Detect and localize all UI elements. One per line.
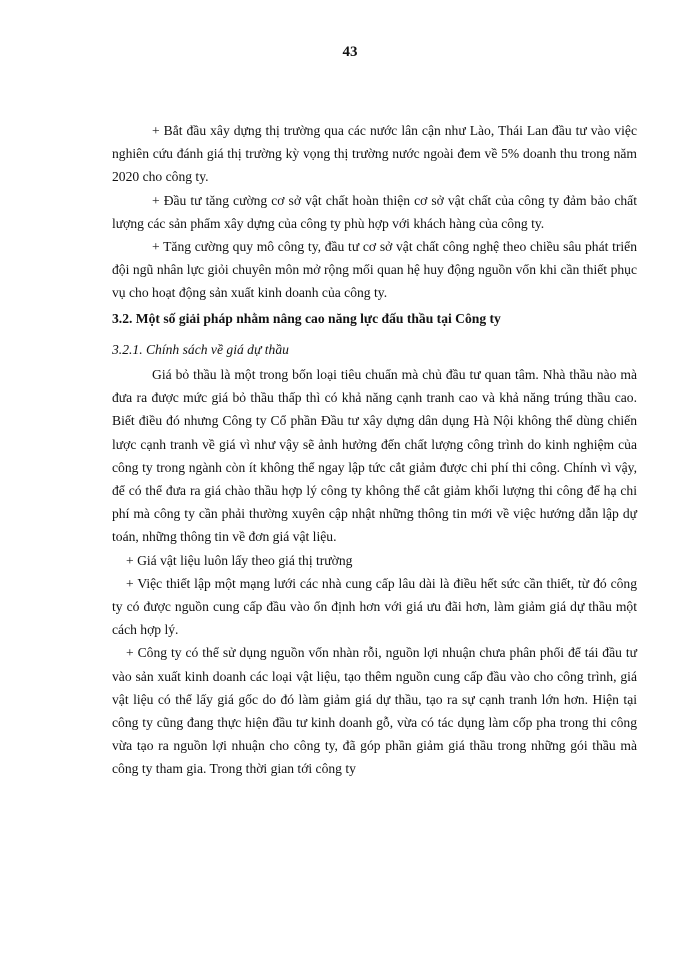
paragraph-reinvestment: + Công ty có thể sử dụng nguồn vốn nhàn rỗi, nguồn lợi nhuận chưa phân phối để tái đầu tư vào sản xuất kinh doanh các loại vật liệu, tạo thêm nguồn cung cấp đầu vào cho công trình, giá vật liệu có thể lấy giá gốc do đó làm giảm giá dự thầu, tạo ra sự cạnh tranh lớn hơn. Hiện tại công ty cũng đang thực hiện đầu tư kinh doanh gỗ, vừa có tác dụng làm cốp pha trong thi công vừa tạo ra nguồn lợi nhuận cho công ty, đã góp phần giảm giá thầu trong những gói thầu mà công ty tham gia. Trong thời gian tới công ty xyxy=(112,645,637,777)
subsection-heading: 3.2.1. Chính sách về giá dự thầu xyxy=(112,341,289,357)
paragraph-market-expansion: + Bắt đầu xây dựng thị trường qua các nước lân cận như Lào, Thái Lan đầu tư vào việc nghiên cứu đánh giá thị trường kỳ vọng thị trường nước ngoài đem về 5% doanh thu trong năm 2020 cho công ty. xyxy=(112,123,637,185)
paragraph-scale-growth: + Tăng cường quy mô công ty, đầu tư cơ sở vật chất công nghệ theo chiều sâu phát triển đội ngũ nhân lực giỏi chuyên môn mở rộng mối quan hệ huy động nguồn vốn khi cần thiết phục vụ cho hoạt động sản xuất kinh doanh của công ty. xyxy=(112,239,637,301)
paragraph-bid-price-policy: Giá bỏ thầu là một trong bốn loại tiêu chuẩn mà chủ đầu tư quan tâm. Nhà thầu nào mà đưa ra được mức giá bỏ thầu thấp thì có khả năng cạnh tranh cao và khả năng trúng thầu cao. Biết điều đó nhưng Công ty Cổ phần Đầu tư xây dựng dân dụng Hà Nội không thể dùng chiến lược cạnh tranh về giá vì như vậy sẽ ảnh hưởng đến chất lượng công trình do kinh nghiệm của công ty trong ngành còn ít không thể ngay lập tức cắt giảm được chi phí thi công. Chính vì vậy, để có thể đưa ra giá chào thầu hợp lý công ty không thể cắt giảm khối lượng thi công để hạ chi phí mà công ty cần phải thường xuyên cập nhật những thông tin mới về việc hướng dẫn lập dự toán, những thông tin về đơn giá vật liệu. xyxy=(112,367,637,545)
page-number: 43 xyxy=(342,44,358,60)
section-heading: 3.2. Một số giải pháp nhằm nâng cao năng lực đấu thầu tại Công ty xyxy=(112,310,501,326)
paragraph-material-price: + Giá vật liệu luôn lấy theo giá thị trường xyxy=(126,552,353,568)
paragraph-supplier-network: + Việc thiết lập một mạng lưới các nhà cung cấp lâu dài là điều hết sức cần thiết, từ đó công ty có được nguồn cung cấp đầu vào ổn định hơn với giá ưu đãi hơn, làm giảm giá dự thầu một cách hợp lý. xyxy=(112,575,637,638)
page-content xyxy=(112,119,637,781)
paragraph-facilities-investment: + Đầu tư tăng cường cơ sở vật chất hoàn thiện cơ sở vật chất của công ty đảm bảo chất lượng các sản phẩm xây dựng của công ty phù hợp với khách hàng của công ty. xyxy=(112,192,637,231)
